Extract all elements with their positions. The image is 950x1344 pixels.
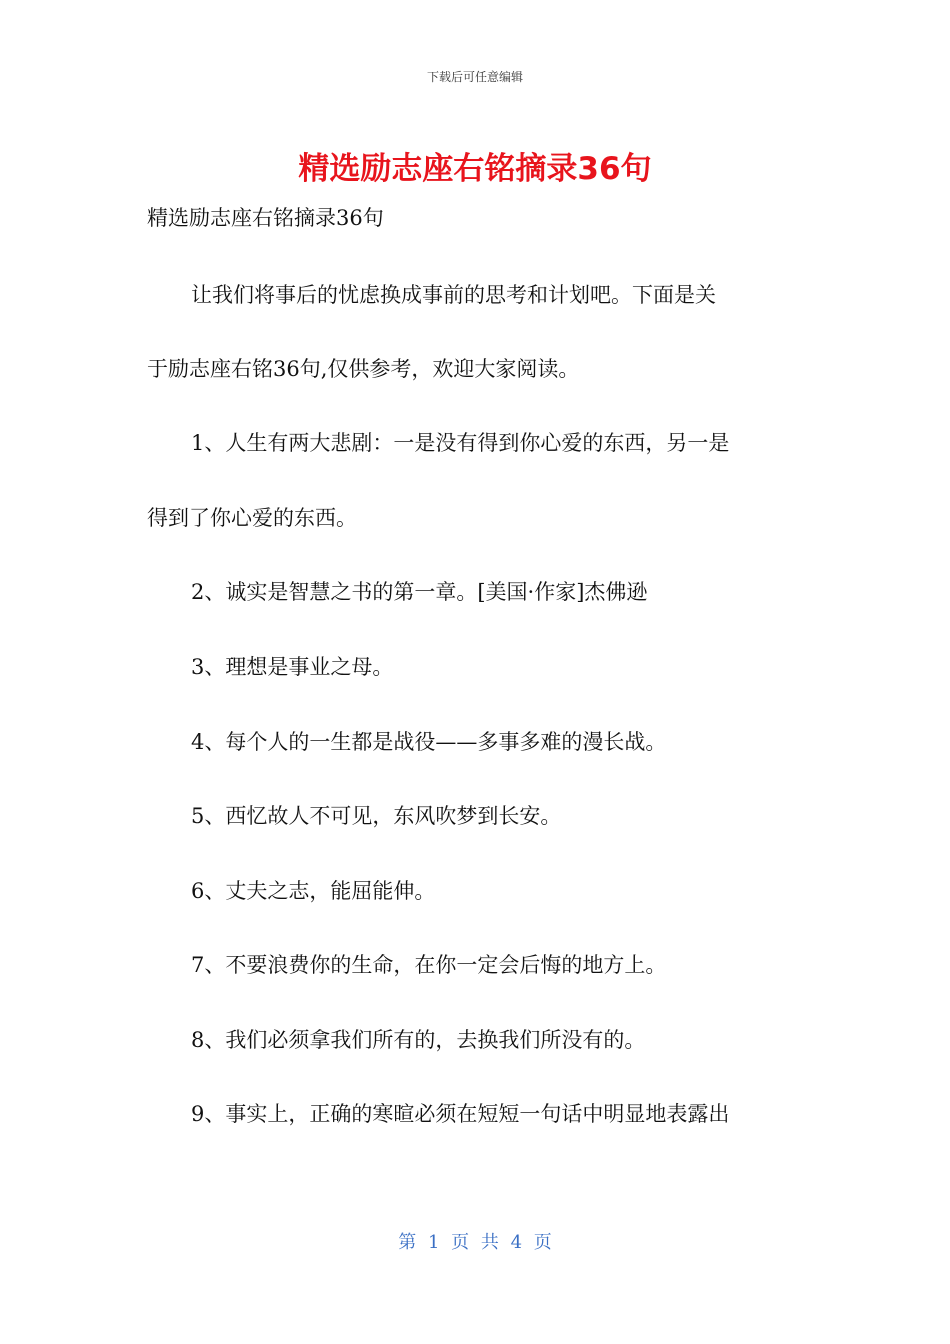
quote-item: 5、西忆故人不可见，东风吹梦到长安。 (191, 804, 562, 828)
quote-item: 1、人生有两大悲剧：一是没有得到你心爱的东西，另一是 (191, 431, 730, 455)
quote-item: 6、丈夫之志，能屈能伸。 (191, 879, 436, 903)
quote-item: 3、理想是事业之母。 (191, 655, 394, 679)
quote-item: 7、不要浪费你的生命，在你一定会后悔的地方上。 (191, 953, 667, 977)
document-subtitle: 精选励志座右铭摘录36句 (147, 206, 384, 230)
quote-item: 9、事实上，正确的寒暄必须在短短一句话中明显地表露出 (191, 1102, 730, 1126)
quote-item: 8、我们必须拿我们所有的，去换我们所没有的。 (191, 1028, 646, 1052)
header-note: 下载后可任意编辑 (426, 70, 523, 84)
paragraph-line: 得到了你心爱的东西。 (147, 506, 357, 530)
page-footer: 第 1 页 共 4 页 (398, 1232, 552, 1253)
paragraph-line: 于励志座右铭36句,仅供参考，欢迎大家阅读。 (147, 357, 580, 381)
quote-item: 4、每个人的一生都是战役——多事多难的漫长战。 (191, 730, 667, 754)
paragraph-line: 让我们将事后的忧虑换成事前的思考和计划吧。下面是关 (191, 283, 716, 307)
quote-item: 2、诚实是智慧之书的第一章。[美国·作家]杰佛逊 (191, 580, 648, 604)
document-title: 精选励志座右铭摘录36句 (298, 151, 652, 187)
